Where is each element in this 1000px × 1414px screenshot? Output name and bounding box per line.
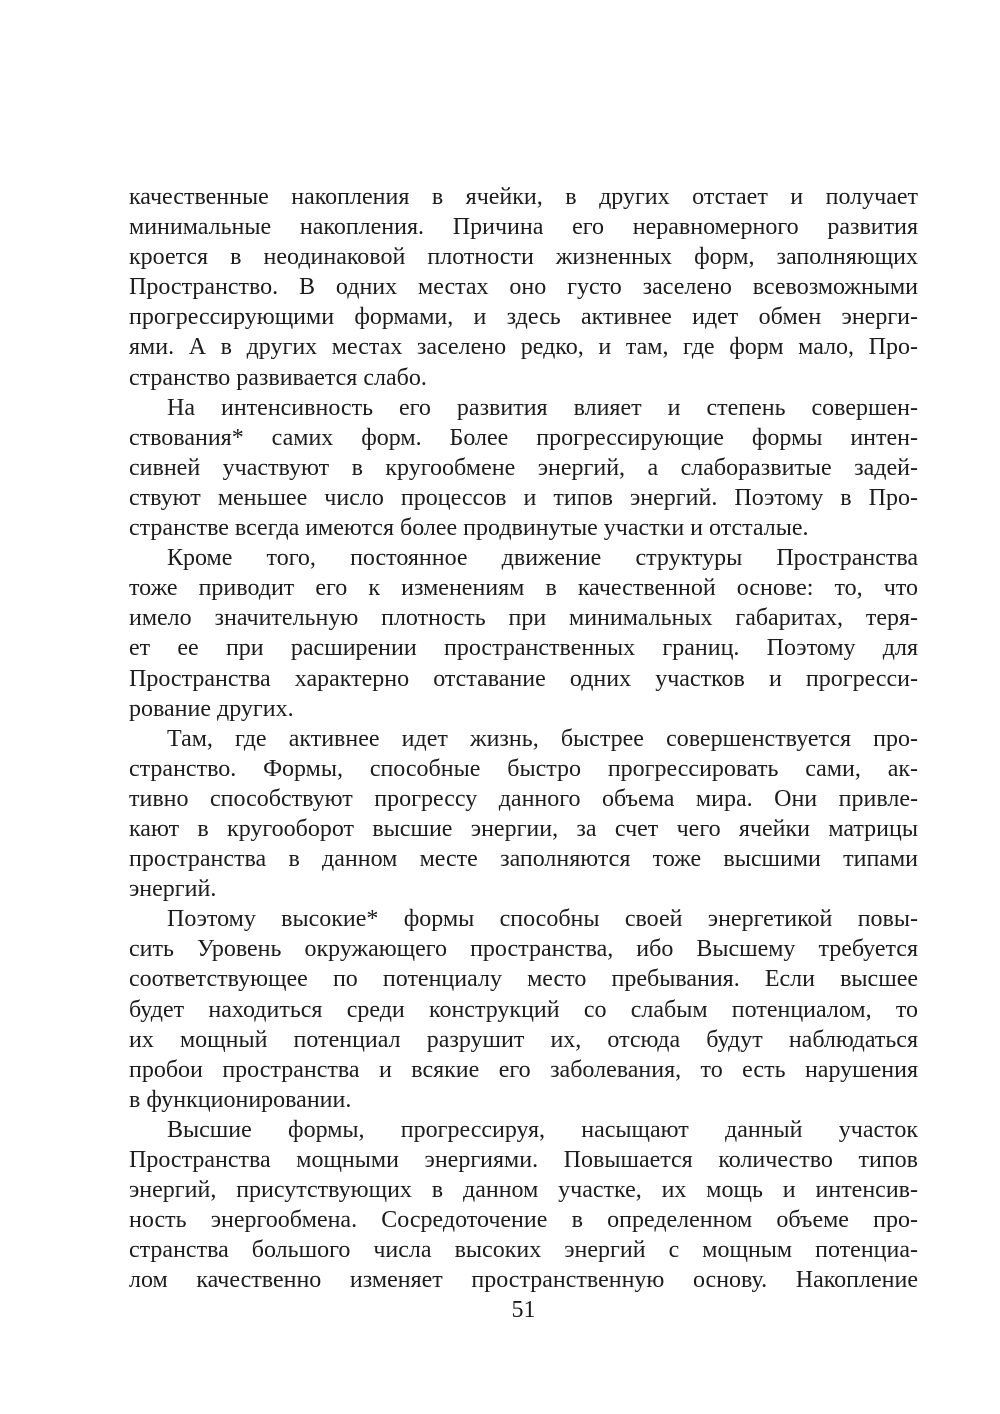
text-line: будет находиться среди конструкций со слабым потенциалом, то [129,996,918,1023]
text-line: ствуют меньшее число процессов и типов энергий. Поэтому в Про- [129,484,918,511]
text-line: Пространства характерно отставание одних участков и прогресси- [129,665,918,692]
text-line: сить Уровень окружающего пространства, ибо Высшему требуется [129,936,918,963]
text-line: имело значительную плотность при минимальных габаритах, теря- [129,605,918,632]
text-line: в функционировании. [129,1086,352,1113]
text-line: рование других. [129,695,294,722]
text-line: странство. Формы, способные быстро прогрессировать сами, ак- [129,755,918,782]
text-line: Пространства мощными энергиями. Повышается количество типов [129,1147,918,1173]
text-line: тоже приводит его к изменениям в качественной основе: то, что [129,575,918,602]
text-line: Там, где активнее идет жизнь, быстрее совершенствуется про- [167,725,918,752]
text-line: ность энергообмена. Сосредоточение в определенном объеме про- [129,1207,918,1234]
text-line: странстве всегда имеются более продвинутые участки и отсталые. [129,515,809,542]
text-line: сивней участвуют в кругообмене энергий, а слаборазвитые задей- [129,454,918,481]
text-line: ями. А в других местах заселено редко, и там, где форм мало, Про- [129,334,918,361]
text-line: их мощный потенциал разрушит их, отсюда будут наблюдаться [129,1026,918,1053]
text-line: Поэтому высокие* формы способны своей энергетикой повы- [167,906,918,933]
text-line: Высшие формы, прогрессируя, насыщают данный участок [167,1116,918,1143]
text-line: энергий. [129,876,217,903]
text-line: энергий, присутствующих в данном участке, их мощь и интенсив- [129,1177,918,1204]
text-line: ет ее при расширении пространственных границ. Поэтому для [129,635,918,662]
text-line: На интенсивность его развития влияет и степень совершен- [167,394,918,421]
text-line: минимальные накопления. Причина его неравномерного развития [129,214,918,241]
text-line: кроется в неодинаковой плотности жизненных форм, заполняющих [129,244,918,271]
text-line: кают в кругооборот высшие энергии, за счет чего ячейки матрицы [129,815,918,842]
text-line: соответствующее по потенциалу место пребывания. Если высшее [129,966,918,993]
text-line: пространства в данном месте заполняются тоже высшими типами [129,846,918,873]
page-text-block [129,182,918,1295]
page-number: 51 [511,1297,536,1323]
text-line: лом качественно изменяет пространственную основу. Накопление [129,1267,918,1294]
text-line: Пространство. В одних местах оно густо заселено всевозможными [129,274,918,301]
text-line: странства большого числа высоких энергий с мощным потенциа- [129,1237,918,1264]
text-line: прогрессирующими формами, и здесь активнее идет обмен энерги- [129,304,918,331]
text-line: Кроме того, постоянное движение структуры Пространства [167,545,918,572]
text-line: пробои пространства и всякие его заболевания, то есть нарушения [129,1056,918,1083]
text-line: тивно способствуют прогрессу данного объема мира. Они привле- [129,785,918,812]
text-line: качественные накопления в ячейки, в других отстает и получает [129,184,918,210]
text-line: ствования* самих форм. Более прогрессирующие формы интен- [129,424,918,451]
text-line: странство развивается слабо. [129,364,427,391]
